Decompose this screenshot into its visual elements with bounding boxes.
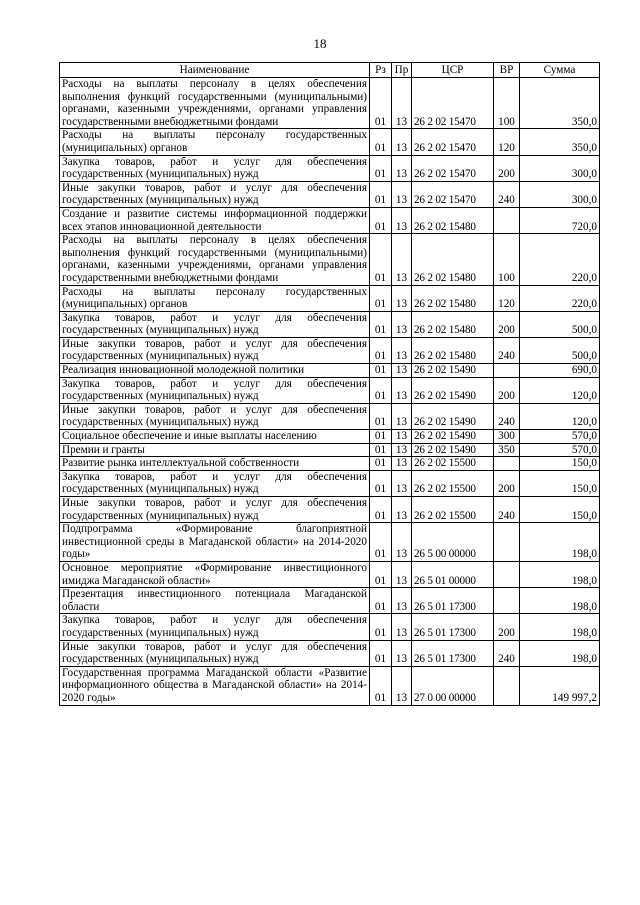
table-row	[60, 666, 600, 705]
cell-pr: 13	[392, 234, 412, 285]
cell-rz: 01	[370, 614, 392, 640]
cell-rz: 01	[370, 640, 392, 666]
cell-pr: 13	[392, 614, 412, 640]
table-row	[60, 181, 600, 207]
cell-vr: 200	[494, 377, 520, 403]
cell-name: Подпрограмма «Формирование благоприятной инвестиционной среды в Магаданской области» на 2014-2020 годы»	[60, 523, 370, 562]
header-vr: ВР	[494, 63, 520, 78]
cell-vr: 240	[494, 181, 520, 207]
table-row	[60, 311, 600, 337]
cell-pr: 13	[392, 207, 412, 233]
cell-name: Иные закупки товаров, работ и услуг для обеспечения государственных (муниципальных) нужд	[60, 181, 370, 207]
cell-rz: 01	[370, 234, 392, 285]
table-row	[60, 640, 600, 666]
cell-sum: 350,0	[520, 78, 600, 129]
cell-pr: 13	[392, 155, 412, 181]
cell-csr: 26 2 02 15490	[412, 403, 494, 429]
cell-csr: 26 2 02 15470	[412, 129, 494, 155]
cell-vr	[494, 364, 520, 378]
cell-csr: 26 2 02 15480	[412, 285, 494, 311]
cell-name: Социальное обеспечение и иные выплаты населению	[60, 430, 370, 444]
cell-pr: 13	[392, 640, 412, 666]
cell-vr: 200	[494, 470, 520, 496]
cell-name: Основное мероприятие «Формирование инвестиционного имиджа Магаданской области»	[60, 561, 370, 587]
cell-csr: 26 5 01 00000	[412, 561, 494, 587]
cell-name: Расходы на выплаты персоналу в целях обеспечения выполнения функций государственными (муниципальными) органами, казенными учреждениями, органами управления государственными внебюджетными фондами	[60, 234, 370, 285]
cell-pr: 13	[392, 588, 412, 614]
cell-rz: 01	[370, 207, 392, 233]
cell-rz: 01	[370, 155, 392, 181]
cell-sum: 149 997,2	[520, 666, 600, 705]
cell-rz: 01	[370, 403, 392, 429]
table-row	[60, 403, 600, 429]
cell-sum: 300,0	[520, 181, 600, 207]
table-row	[60, 337, 600, 363]
table-row	[60, 523, 600, 562]
table-body	[60, 78, 600, 706]
cell-csr: 27 0 00 00000	[412, 666, 494, 705]
cell-sum: 198,0	[520, 588, 600, 614]
cell-name: Реализация инновационной молодежной политики	[60, 364, 370, 378]
cell-sum: 198,0	[520, 614, 600, 640]
cell-pr: 13	[392, 285, 412, 311]
cell-pr: 13	[392, 129, 412, 155]
cell-csr: 26 2 02 15490	[412, 430, 494, 444]
cell-vr	[494, 561, 520, 587]
cell-sum: 220,0	[520, 285, 600, 311]
cell-sum: 570,0	[520, 430, 600, 444]
cell-name: Презентация инвестиционного потенциала Магаданской области	[60, 588, 370, 614]
cell-sum: 350,0	[520, 129, 600, 155]
cell-name: Закупка товаров, работ и услуг для обеспечения государственных (муниципальных) нужд	[60, 470, 370, 496]
cell-sum: 198,0	[520, 523, 600, 562]
cell-rz: 01	[370, 311, 392, 337]
table-row	[60, 497, 600, 523]
cell-vr	[494, 457, 520, 471]
cell-name: Закупка товаров, работ и услуг для обеспечения государственных (муниципальных) нужд	[60, 614, 370, 640]
cell-rz: 01	[370, 181, 392, 207]
cell-sum: 500,0	[520, 337, 600, 363]
cell-csr: 26 5 01 17300	[412, 640, 494, 666]
cell-vr: 100	[494, 78, 520, 129]
cell-name: Государственная программа Магаданской области «Развитие информационного общества в Магаданской области» на 2014-2020 годы»	[60, 666, 370, 705]
table-row	[60, 78, 600, 129]
cell-rz: 01	[370, 430, 392, 444]
cell-vr	[494, 523, 520, 562]
cell-pr: 13	[392, 523, 412, 562]
cell-rz: 01	[370, 377, 392, 403]
cell-rz: 01	[370, 523, 392, 562]
cell-name: Иные закупки товаров, работ и услуг для обеспечения государственных (муниципальных) нужд	[60, 337, 370, 363]
cell-vr: 300	[494, 430, 520, 444]
cell-vr: 240	[494, 337, 520, 363]
cell-pr: 13	[392, 377, 412, 403]
cell-vr: 240	[494, 403, 520, 429]
cell-vr: 350	[494, 443, 520, 457]
table-row	[60, 155, 600, 181]
cell-rz: 01	[370, 561, 392, 587]
cell-name: Закупка товаров, работ и услуг для обеспечения государственных (муниципальных) нужд	[60, 377, 370, 403]
cell-vr: 200	[494, 311, 520, 337]
table-row	[60, 457, 600, 471]
cell-pr: 13	[392, 311, 412, 337]
cell-csr: 26 2 02 15470	[412, 155, 494, 181]
header-rz: Рз	[370, 63, 392, 78]
cell-rz: 01	[370, 457, 392, 471]
table-row	[60, 443, 600, 457]
cell-rz: 01	[370, 337, 392, 363]
cell-rz: 01	[370, 78, 392, 129]
header-sum: Сумма	[520, 63, 600, 78]
cell-pr: 13	[392, 443, 412, 457]
cell-sum: 198,0	[520, 561, 600, 587]
cell-vr	[494, 666, 520, 705]
table-row	[60, 234, 600, 285]
cell-pr: 13	[392, 181, 412, 207]
table-row	[60, 588, 600, 614]
cell-name: Расходы на выплаты персоналу в целях обеспечения выполнения функций государственными (муниципальными) органами, казенными учреждениями, органами управления государственными внебюджетными фондами	[60, 78, 370, 129]
cell-vr: 240	[494, 640, 520, 666]
cell-csr: 26 5 00 00000	[412, 523, 494, 562]
cell-csr: 26 2 02 15490	[412, 443, 494, 457]
cell-name: Создание и развитие системы информационной поддержки всех этапов инновационной деятельности	[60, 207, 370, 233]
table-header-row	[60, 63, 600, 78]
cell-vr: 200	[494, 155, 520, 181]
cell-rz: 01	[370, 129, 392, 155]
cell-name: Развитие рынка интеллектуальной собственности	[60, 457, 370, 471]
cell-vr: 100	[494, 234, 520, 285]
cell-name: Иные закупки товаров, работ и услуг для обеспечения государственных (муниципальных) нужд	[60, 640, 370, 666]
table-row	[60, 207, 600, 233]
page-number: 18	[313, 36, 327, 51]
cell-sum: 198,0	[520, 640, 600, 666]
cell-rz: 01	[370, 364, 392, 378]
cell-pr: 13	[392, 470, 412, 496]
table-row	[60, 377, 600, 403]
budget-table	[59, 62, 600, 706]
cell-sum: 120,0	[520, 377, 600, 403]
cell-name: Закупка товаров, работ и услуг для обеспечения государственных (муниципальных) нужд	[60, 155, 370, 181]
cell-csr: 26 5 01 17300	[412, 588, 494, 614]
table-row	[60, 430, 600, 444]
table-row	[60, 364, 600, 378]
cell-rz: 01	[370, 285, 392, 311]
cell-pr: 13	[392, 497, 412, 523]
cell-csr: 26 2 02 15480	[412, 207, 494, 233]
table-row	[60, 470, 600, 496]
cell-csr: 26 2 02 15500	[412, 497, 494, 523]
cell-csr: 26 2 02 15480	[412, 311, 494, 337]
cell-sum: 150,0	[520, 497, 600, 523]
cell-sum: 720,0	[520, 207, 600, 233]
cell-rz: 01	[370, 470, 392, 496]
table-row	[60, 614, 600, 640]
cell-csr: 26 2 02 15470	[412, 78, 494, 129]
cell-pr: 13	[392, 78, 412, 129]
cell-name: Иные закупки товаров, работ и услуг для обеспечения государственных (муниципальных) нужд	[60, 497, 370, 523]
cell-name: Иные закупки товаров, работ и услуг для обеспечения государственных (муниципальных) нужд	[60, 403, 370, 429]
table-row	[60, 285, 600, 311]
cell-rz: 01	[370, 588, 392, 614]
cell-sum: 220,0	[520, 234, 600, 285]
cell-name: Закупка товаров, работ и услуг для обеспечения государственных (муниципальных) нужд	[60, 311, 370, 337]
table-row	[60, 129, 600, 155]
cell-csr: 26 2 02 15480	[412, 337, 494, 363]
cell-vr	[494, 588, 520, 614]
cell-csr: 26 2 02 15500	[412, 457, 494, 471]
cell-csr: 26 2 02 15470	[412, 181, 494, 207]
header-pr: Пр	[392, 63, 412, 78]
cell-sum: 120,0	[520, 403, 600, 429]
table-row	[60, 561, 600, 587]
cell-sum: 500,0	[520, 311, 600, 337]
cell-pr: 13	[392, 364, 412, 378]
cell-csr: 26 2 02 15490	[412, 364, 494, 378]
cell-rz: 01	[370, 666, 392, 705]
cell-pr: 13	[392, 337, 412, 363]
cell-sum: 570,0	[520, 443, 600, 457]
cell-sum: 690,0	[520, 364, 600, 378]
cell-pr: 13	[392, 430, 412, 444]
cell-pr: 13	[392, 561, 412, 587]
header-csr: ЦСР	[412, 63, 494, 78]
cell-pr: 13	[392, 403, 412, 429]
cell-vr: 120	[494, 285, 520, 311]
cell-vr: 120	[494, 129, 520, 155]
cell-sum: 150,0	[520, 470, 600, 496]
cell-csr: 26 2 02 15500	[412, 470, 494, 496]
cell-rz: 01	[370, 443, 392, 457]
cell-name: Премии и гранты	[60, 443, 370, 457]
header-name: Наименование	[60, 63, 370, 78]
cell-vr	[494, 207, 520, 233]
cell-csr: 26 5 01 17300	[412, 614, 494, 640]
cell-csr: 26 2 02 15480	[412, 234, 494, 285]
cell-pr: 13	[392, 666, 412, 705]
cell-name: Расходы на выплаты персоналу государственных (муниципальных) органов	[60, 285, 370, 311]
cell-vr: 240	[494, 497, 520, 523]
cell-name: Расходы на выплаты персоналу государственных (муниципальных) органов	[60, 129, 370, 155]
cell-pr: 13	[392, 457, 412, 471]
cell-csr: 26 2 02 15490	[412, 377, 494, 403]
cell-sum: 150,0	[520, 457, 600, 471]
cell-rz: 01	[370, 497, 392, 523]
cell-sum: 300,0	[520, 155, 600, 181]
cell-vr: 200	[494, 614, 520, 640]
